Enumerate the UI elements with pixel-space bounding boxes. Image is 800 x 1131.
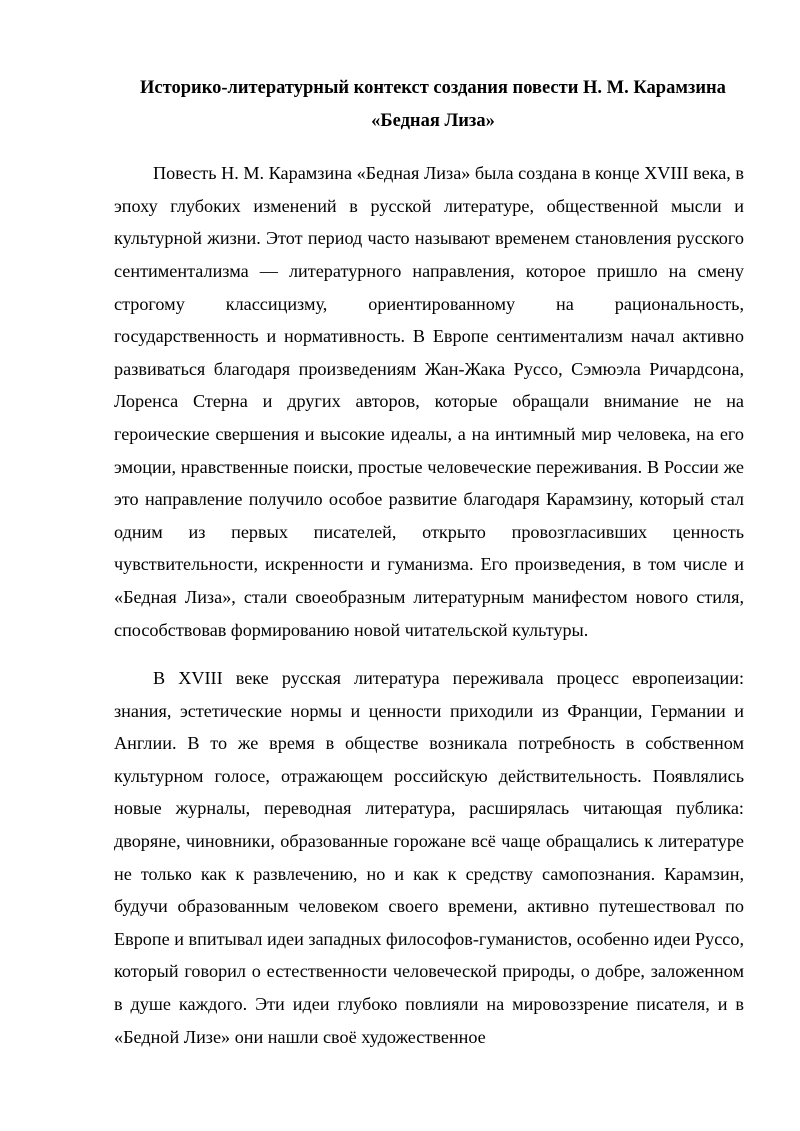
document-title (118, 72, 748, 137)
paragraph-1: Повесть Н. М. Карамзина «Бедная Лиза» была создана в конце XVIII века, в эпоху глубоких изменений в русской литературе, общественной мысли и культурной жизни. Этот период часто называют временем становления русского сентиментализма — литературного направления, которое пришло на смену строгому классицизму, ориентированному на рациональность, государственность и нормативность. В Европе сентиментализм начал активно развиваться благодаря произведениям Жан-Жака Руссо, Сэмюэла Ричардсона, Лоренса Стерна и других авторов, которые обращали внимание не на героические свершения и высокие идеалы, а на интимный мир человека, на его эмоции, нравственные поиски, простые человеческие переживания. В России же это направление получило особое развитие благодаря Карамзину, который стал одним из первых писателей, открыто провозгласивших ценность чувствительности, искренности и гуманизма. Его произведения, в том числе и «Бедная Лиза», стали своеобразным литературным манифестом нового стиля, способствовав формированию новой читательской культуры. (114, 163, 744, 640)
title-line-1: Историко-литературный контекст создания повести Н. М. Карамзина (140, 78, 726, 98)
paragraph-2: В XVIII веке русская литература переживала процесс европеизации: знания, эстетические нормы и ценности приходили из Франции, Германии и Англии. В то же время в обществе возникала потребность в собственном культурном голосе, отражающем российскую действительность. Появлялись новые журналы, переводная литература, расширялась читающая публика: дворяне, чиновники, образованные горожане всё чаще обращались к литературе не только как к развлечению, но и как к средству самопознания. Карамзин, будучи образованным человеком своего времени, активно путешествовал по Европе и впитывал идеи западных философов-гуманистов, особенно идеи Руссо, который говорил о естественности человеческой природы, о добре, заложенном в душе каждого. Эти идеи глубоко повлияли на мировоззрение писателя, и в «Бедной Лизе» они нашли своё художественное (114, 668, 744, 1047)
title-line-2: «Бедная Лиза» (371, 110, 495, 131)
